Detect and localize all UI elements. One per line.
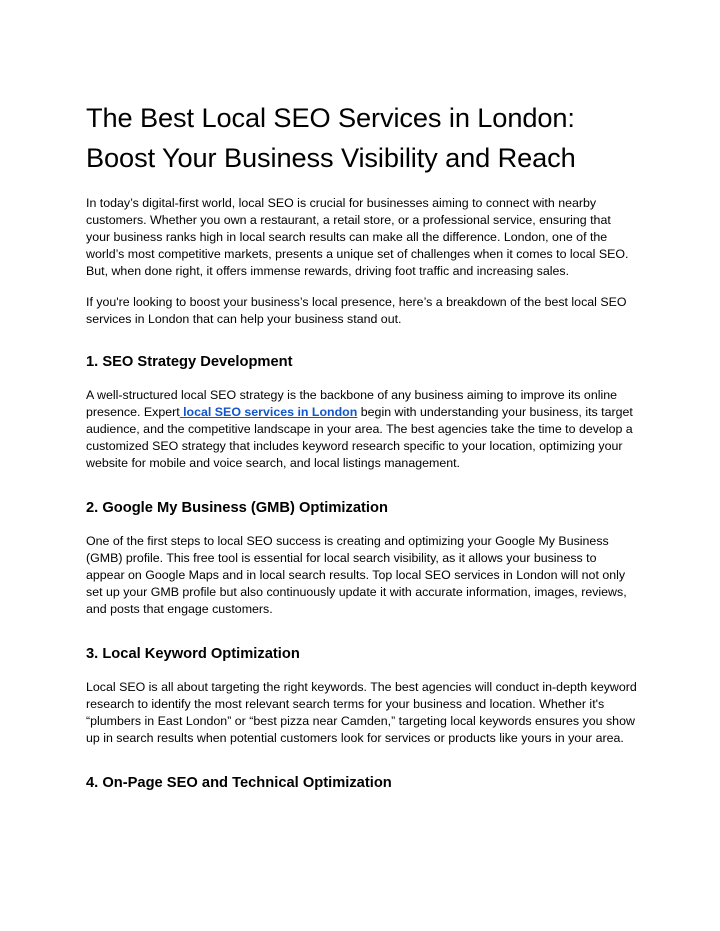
intro-paragraph-2: If you're looking to boost your business’s local presence, here’s a breakdown of the best local SEO services in London that can help your business stand out.	[86, 295, 627, 326]
paragraph-text: A well-structured local SEO strategy is the backbone of any business aiming to improve its online presence. Expert	[86, 388, 617, 419]
section-heading-seo-strategy: 1. SEO Strategy Development	[86, 354, 293, 370]
section-paragraph-local-keyword: Local SEO is all about targeting the right keywords. The best agencies will conduct in-depth keyword research to identify the most relevant search terms for your business and location. Whether it's “plumbers in East London” or “best pizza near Camden,” targeting local keywords ensures you show up in search results when potential customers look for services or products like yours in your area.	[86, 680, 637, 745]
section-heading-on-page-seo: 4. On-Page SEO and Technical Optimization	[86, 775, 392, 791]
section-heading-gmb-optimization: 2. Google My Business (GMB) Optimization	[86, 500, 388, 516]
section-paragraph-gmb-optimization: One of the first steps to local SEO success is creating and optimizing your Google My Business (GMB) profile. This free tool is essential for local search visibility, as it allows your business to appear on Google Maps and in local search results. Top local SEO services in London will not only set up your GMB profile but also continuously update it with accurate information, images, reviews, and posts that engage customers.	[86, 534, 627, 616]
local-seo-services-link[interactable]: local SEO services in London	[179, 405, 358, 419]
paragraph-text: begin with understanding your business, its target audience, and the competitive landscape in your area. The best agencies take the time to develop a customized SEO strategy that includes keyword research specific to your location, optimizing your website for mobile and voice search, and local listings management.	[86, 405, 633, 470]
document-title: The Best Local SEO Services in London: Boost Your Business Visibility and Reach	[86, 102, 576, 173]
section-heading-local-keyword: 3. Local Keyword Optimization	[86, 646, 300, 662]
section-paragraph-seo-strategy	[86, 387, 638, 472]
document-page	[86, 98, 638, 808]
intro-paragraph-1: In today’s digital-first world, local SEO is crucial for businesses aiming to connect with nearby customers. Whether you own a restaurant, a retail store, or a professional service, ensuring that your business ranks high in local search results can make all the difference. London, one of the world’s most competitive markets, presents a unique set of challenges when it comes to local SEO. But, when done right, it offers immense rewards, driving foot traffic and increasing sales.	[86, 196, 629, 278]
